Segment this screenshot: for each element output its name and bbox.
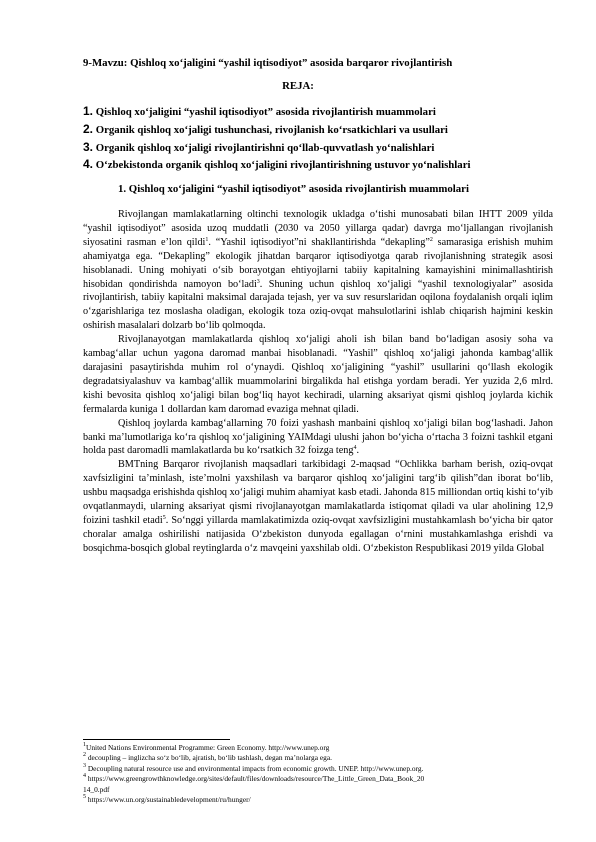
- plan-item-text: Organik qishloq xo‘jaligi tushunchasi, rivojlanish ko‘rsatkichlari va usullari: [95, 123, 448, 136]
- paragraph-text: . Shuning uchun qishloq xo‘jaligi “yashil texnologiyalar” asosida rivojlantirish, tabiiy kapitalni maksimal darajada tejash, yer va suv resurslaridan oqilona foydalanish orqali iqlim o‘zgarishlariga tez moslasha oladigan, ekologik toza oziq-ovqat mahsulotlarini ishlab chiqarish hajmini keskin oshirish masalalari dolzarb bo‘lib qolmoqda.: [83, 278, 553, 332]
- footnote-text[interactable]: https://www.un.org/sustainabledevelopment/ru/hunger/: [86, 795, 251, 805]
- footnote-mark: 4: [83, 773, 86, 780]
- plan-item-text: Organik qishloq xo‘jaligi rivojlantirishni qo‘llab-quvvatlash yo‘nalishlari: [95, 141, 435, 154]
- plan-heading: REJA:: [282, 80, 314, 92]
- plan-list: [83, 103, 553, 174]
- footnote: [83, 753, 553, 763]
- page-title: 9-Mavzu: Qishloq xo‘jaligini “yashil iqtisodiyot” asosida barqaror rivojlantirish: [83, 57, 453, 69]
- plan-item-number: 4.: [83, 157, 94, 172]
- footnote-text[interactable]: Decoupling natural resource use and environmental impacts from economic growth. UNEP. http://www.unep.org.: [86, 763, 424, 773]
- paragraph: Rivojlanayotgan mamlakatlarda qishloq xo‘jaligi aholi ish bilan band bo‘ladigan asosiy soha va kambag‘allar uchun yagona daromad manbai hisoblanadi. “Yashil” qishloq xo‘jaligi jahonda kambag‘allik darajasini pasaytirishda muhim rol o‘ynaydi. Qishloq xo‘jaligining “yashil” usullarini qo‘llash ekologik degradatsiyalashuv va kambag‘allik muammolarini birgalikda hal etishga yordam beradi. Yer yuzida 2,6 mlrd. kishi bevosita qishloq xo‘jaligi bilan bog‘liq hayot kechiradi, ularning aksariyat qismi qishloq joylarda kichik fermalarda kuniga 1 dollardan kam daromad evaziga mehnat qiladi.: [83, 334, 553, 415]
- footnote-mark: 5: [83, 794, 86, 801]
- paragraph-text: . “Yashil iqtisodiyot”ni shakllantirishda “dekapling”: [208, 236, 430, 248]
- footnote-ref[interactable]: 3: [256, 278, 260, 285]
- footnote-text[interactable]: United Nations Environmental Programme: Green Economy. http://www.unep.org: [86, 743, 330, 752]
- footnote-text: decoupling – inglizcha so‘z bo‘lib, ajratish, bo‘lib tashlash, degan ma’nolarga ega.: [86, 753, 332, 763]
- paragraph-text: samarasiga erishish muhim ahamiyatga ega. “Dekapling” ekologik jihatdan barqaror iqtisodiyotga qarab rivojlanishning strategik asosi hisoblanadi. Uning mohiyati o‘sib borayotgan ehtiyojlarni tabiiy kapitalning kamayishini minimallashtirish hisobidan qondirishda namoyon bo‘ladi: [83, 236, 553, 290]
- footnote-ref[interactable]: 2: [429, 236, 433, 243]
- footnote-text[interactable]: 14_0.pdf: [83, 784, 110, 794]
- paragraph-text: BMTning Barqaror rivojlanish maqsadlari tarkibidagi 2-maqsad “Ochlikka barham berish, oziq-ovqat xavfsizligini ta’minlash, iste’molni yaxshilash va barqaror qishloq xo‘jaligini targ‘ib qilish”dan iborat bo‘lib, ushbu maqsadga erishishda qishloq xo‘jaligi muhim ahamiyat kasb etadi. Jahonda 815 milliondan ortiq kishi to‘yib ovqatlanmaydi, ularning aksariyat qismi rivojlanayotgan mamlakatlarda istiqomat qiladi va ular aholining 12,9 foizini tashkil etadi: [83, 459, 553, 526]
- footnote: [83, 774, 553, 784]
- paragraph-text: Qishloq joylarda kambag‘allarning 70 foizi yashash manbaini qishloq xo‘jaligi bilan bog‘lashadi. Jahon banki ma’lumotlariga ko‘ra qishloq xo‘jaligining YAIMdagi ulushi jahon bo‘yicha o‘rtacha 3 foizni tashkil etgani holda past daromadli mamlakatlarda bu ko‘rsatkich 32 foizga teng: [83, 417, 553, 457]
- paragraph: [83, 417, 553, 459]
- footnotes: [83, 743, 553, 805]
- plan-item: [83, 103, 553, 121]
- footnote: [83, 785, 553, 795]
- footnote-mark: 2: [83, 752, 86, 759]
- section-heading: 1. Qishloq xo‘jaligini “yashil iqtisodiyot” asosida rivojlantirish muammolari: [118, 183, 469, 195]
- plan-item-text: O‘zbekistonda organik qishloq xo‘jaligini rivojlantirishning ustuvor yo‘nalishlari: [95, 159, 471, 172]
- plan-item-number: 1.: [83, 104, 94, 118]
- footnote-ref[interactable]: 1: [205, 236, 209, 243]
- footnote-mark: 3: [83, 762, 86, 769]
- plan-item: [83, 156, 553, 174]
- footnote-text[interactable]: https://www.greengrowthknowledge.org/sites/default/files/downloads/resource/The_Little_Green_Data_Book_20: [86, 774, 425, 784]
- footnote: [83, 795, 553, 805]
- paragraph-text: Rivojlangan mamlakatlarning oltinchi texnologik ukladga o‘tishi munosabati bilan IHTT 2009 yilda “yashil iqtisodiyot” asosida uzoq muddatli (2030 va 2050 yillarga qadar) davrga mo‘ljallangan rivojlanish siyosatini rasman e’lon qildi: [83, 209, 553, 248]
- footnote-divider: [83, 739, 230, 740]
- paragraph-text: .: [356, 445, 359, 457]
- paragraph-text: . So‘nggi yillarda mamlakatimizda oziq-ovqat xavfsizligini mustahkamlash bo‘yicha bir qator choralar amalga oshirilishi natijasida O‘zbekiston dunyoda egallagan o‘rnini mustahkamlashga erishdi va bosqichma-bosqich global reytinglarda o‘z mavqeini yaxshilab oldi. O‘zbekiston Respublikasi 2019 yilda Global: [83, 514, 553, 554]
- plan-item-number: 2.: [83, 121, 94, 136]
- footnote: [83, 764, 553, 774]
- body-text: [83, 208, 553, 556]
- paragraph: [83, 208, 553, 333]
- plan-item-number: 3.: [83, 139, 94, 154]
- footnote-ref[interactable]: 5: [162, 514, 166, 521]
- footnote-ref[interactable]: 4: [353, 445, 357, 452]
- plan-item: [83, 121, 553, 139]
- plan-item: [83, 139, 553, 157]
- paragraph: [83, 458, 553, 555]
- footnote: [83, 743, 553, 753]
- footnote-mark: 1: [83, 742, 86, 748]
- plan-item-text: Qishloq xo‘jaligini “yashil iqtisodiyot” asosida rivojlantirish muammolari: [95, 106, 436, 118]
